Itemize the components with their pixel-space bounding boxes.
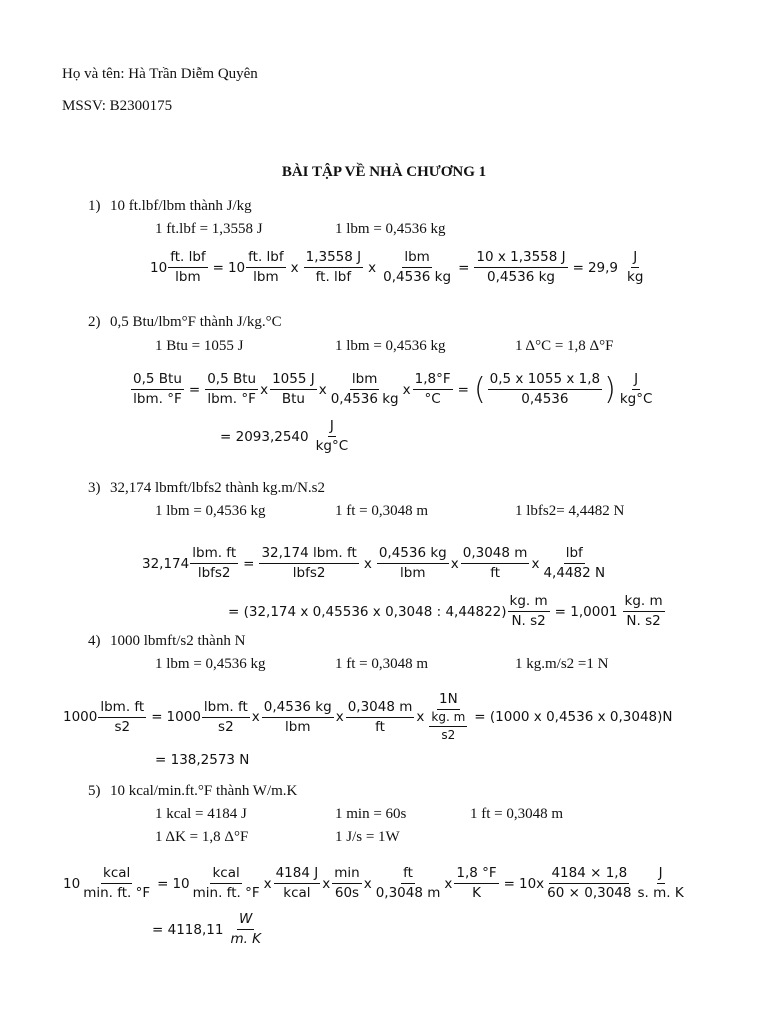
problem-number: 5) [88, 783, 101, 799]
fraction: lbm. ft s2 [203, 698, 248, 735]
conversion-factor: 1 min = 60s [335, 806, 407, 822]
fraction: lbm. ft lbfs2 [192, 545, 237, 581]
student-id: MSSV: B2300175 [62, 98, 173, 114]
page-title: BÀI TẬP VỀ NHÀ CHƯƠNG 1 [281, 164, 487, 180]
problem-number: 2) [88, 314, 101, 330]
equation: 0,5 Btu lbm. °F = 0,5 Btu lbm. °F x 1055 J Btu x lbm 0,4536 kg x $\frac{1,8^\circ F}{^\circ C}$ = ( 0,5 x 1055 x 1,8 0,4536 ) J kg°C [133, 371, 653, 407]
fraction: 1N $\frac{kg. m}{s2}$ [431, 691, 466, 742]
coefficient: 10 [172, 875, 190, 892]
conversion-factor: 1 lbm = 0,4536 kg [155, 656, 266, 672]
conversion-factor: 1 kcal = 4184 J [155, 806, 247, 822]
fraction: ft. lbf lbm [248, 249, 284, 285]
fraction: kcal min. ft. °F [83, 865, 151, 901]
fraction: ft. lbf lbm [170, 249, 206, 285]
equation: 10 kcal min. ft. °F = 10 kcal min. ft. °F x 4184 J kcal x min 60s x ft 0,3048 m x $\frac{1,8 ^\circ F}{K}$ = 10x 4184 × 1,8 60 × 0,3048 J s. m. K [63, 865, 684, 901]
fraction: $\frac{10 x 1,3558 J}{0,4536 kg}$ [476, 249, 566, 285]
problem-heading: 0,5 Btu/lbm°F thành J/kg.°C [110, 314, 282, 330]
fraction: 1,3558 J ft. lbf [305, 249, 362, 285]
right-paren: ) [604, 371, 616, 407]
equation-result: = (32,174 x 0,45536 x 0,3048 : 4,44822) kg. m N. s2 = 1,0001 kg. m N. s2 [228, 593, 663, 629]
fraction: 0,5 Btu lbm. °F [133, 371, 182, 407]
fraction: $\frac{1,8 ^\circ F}{K}$ [456, 865, 497, 901]
fraction: lbm. ft s2 [100, 698, 145, 735]
coefficient: 1000 [166, 709, 201, 725]
conversion-factor: 1 ΔK = 1,8 Δ°F [155, 829, 249, 845]
conversion-factor: 1 lbm = 0,4536 kg [335, 338, 446, 354]
fraction: kg. m N. s2 [509, 593, 548, 629]
coefficient: 10 [63, 875, 81, 892]
fraction: J kg°C [619, 371, 653, 407]
coefficient: 1000 [63, 709, 98, 725]
problem-heading: 10 ft.lbf/lbm thành J/kg [110, 198, 252, 214]
conversion-factor: 1 Btu = 1055 J [155, 338, 244, 354]
coefficient: 10 [150, 259, 168, 276]
equation-result: = 138,2573 N [155, 752, 250, 768]
fraction: lbm 0,4536 kg [330, 371, 399, 407]
fraction: 0,3048 m ft [462, 545, 528, 581]
coefficient: 10x [518, 875, 545, 892]
equation-result: = 4118,11 W m. K [152, 911, 262, 947]
conversion-factor: 1 Δ°C = 1,8 Δ°F [515, 338, 614, 354]
fraction: lbf 4,4482 N [543, 545, 606, 581]
fraction: 4184 J kcal [275, 865, 319, 901]
fraction: J s. m. K [637, 865, 684, 901]
problem-heading: 32,174 lbmft/lbfs2 thành kg.m/N.s2 [110, 480, 325, 496]
conversion-factor: 1 ft.lbf = 1,3558 J [155, 221, 263, 237]
problem-heading: 10 kcal/min.ft.°F thành W/m.K [110, 783, 298, 799]
fraction: 0,3048 m ft [347, 698, 413, 735]
equation: 1000 lbm. ft s2 = 1000 lbm. ft s2 x 0,4536 kg lbm x 0,3048 m ft x 1N $\frac{kg. m}{s2}$ = (1000 x 0,4536 x 0,3048)N [63, 691, 673, 742]
result-value: 29,9 [587, 259, 619, 276]
fraction: lbm 0,4536 kg [383, 249, 452, 285]
problem-number: 1) [88, 198, 101, 214]
fraction: 32,174 lbm. ft lbfs2 [261, 545, 357, 581]
student-name: Họ và tên: Hà Trần Diễm Quyên [62, 66, 258, 82]
problem-number: 3) [88, 480, 101, 496]
fraction: $\frac{1,8^\circ F}{^\circ C}$ [414, 371, 451, 407]
fraction: 0,4536 kg lbm [378, 545, 447, 581]
problem-number: 4) [88, 633, 101, 649]
fraction: kcal min. ft. °F [192, 865, 260, 901]
conversion-factor: 1 J/s = 1W [335, 829, 400, 845]
conversion-factor: 1 lbm = 0,4536 kg [335, 221, 446, 237]
fraction: W m. K [230, 911, 262, 947]
fraction: 0,5 x 1055 x 1,8 0,4536 [489, 371, 601, 407]
fraction: ft 0,3048 m [375, 865, 441, 901]
fraction: kg. m N. s2 [624, 593, 663, 629]
conversion-factor: 1 ft = 0,3048 m [335, 656, 429, 672]
coefficient: 32,174 [142, 555, 190, 572]
equation-result: = 2093,2540 J kg°C [220, 418, 349, 454]
nested-fraction: $\frac{kg. m}{s2}$ [431, 710, 466, 742]
equation: 32,174 lbm. ft lbfs2 = 32,174 lbm. ft lbfs2 x 0,4536 kg lbm x 0,3048 m ft x lbf 4,4482 N [142, 545, 606, 581]
conversion-factor: 1 ft = 0,3048 m [470, 806, 564, 822]
equation: 10 ft. lbf lbm = 10 ft. lbf lbm x 1,3558 J ft. lbf x lbm 0,4536 kg = $\frac{10 x 1,3558 J}{0,4536 kg}$ = 29,9 J kg [150, 249, 644, 285]
fraction: J kg [627, 249, 644, 285]
problem-heading: 1000 lbmft/s2 thành N [110, 633, 246, 649]
fraction: 0,4536 kg lbm [263, 698, 332, 735]
conversion-factor: 1 lbfs2= 4,4482 N [515, 503, 625, 519]
fraction: J kg°C [315, 418, 349, 454]
left-paren: ( [473, 371, 486, 407]
conversion-factor: 1 kg.m/s2 =1 N [515, 656, 609, 672]
conversion-factor: 1 ft = 0,3048 m [335, 503, 429, 519]
fraction: 4184 × 1,8 60 × 0,3048 [547, 865, 632, 901]
fraction: 0,5 Btu lbm. °F [207, 371, 257, 407]
fraction: 1055 J Btu [272, 371, 315, 407]
conversion-factor: 1 lbm = 0,4536 kg [155, 503, 266, 519]
coefficient: 10 [227, 259, 246, 276]
fraction: min 60s [334, 865, 360, 901]
